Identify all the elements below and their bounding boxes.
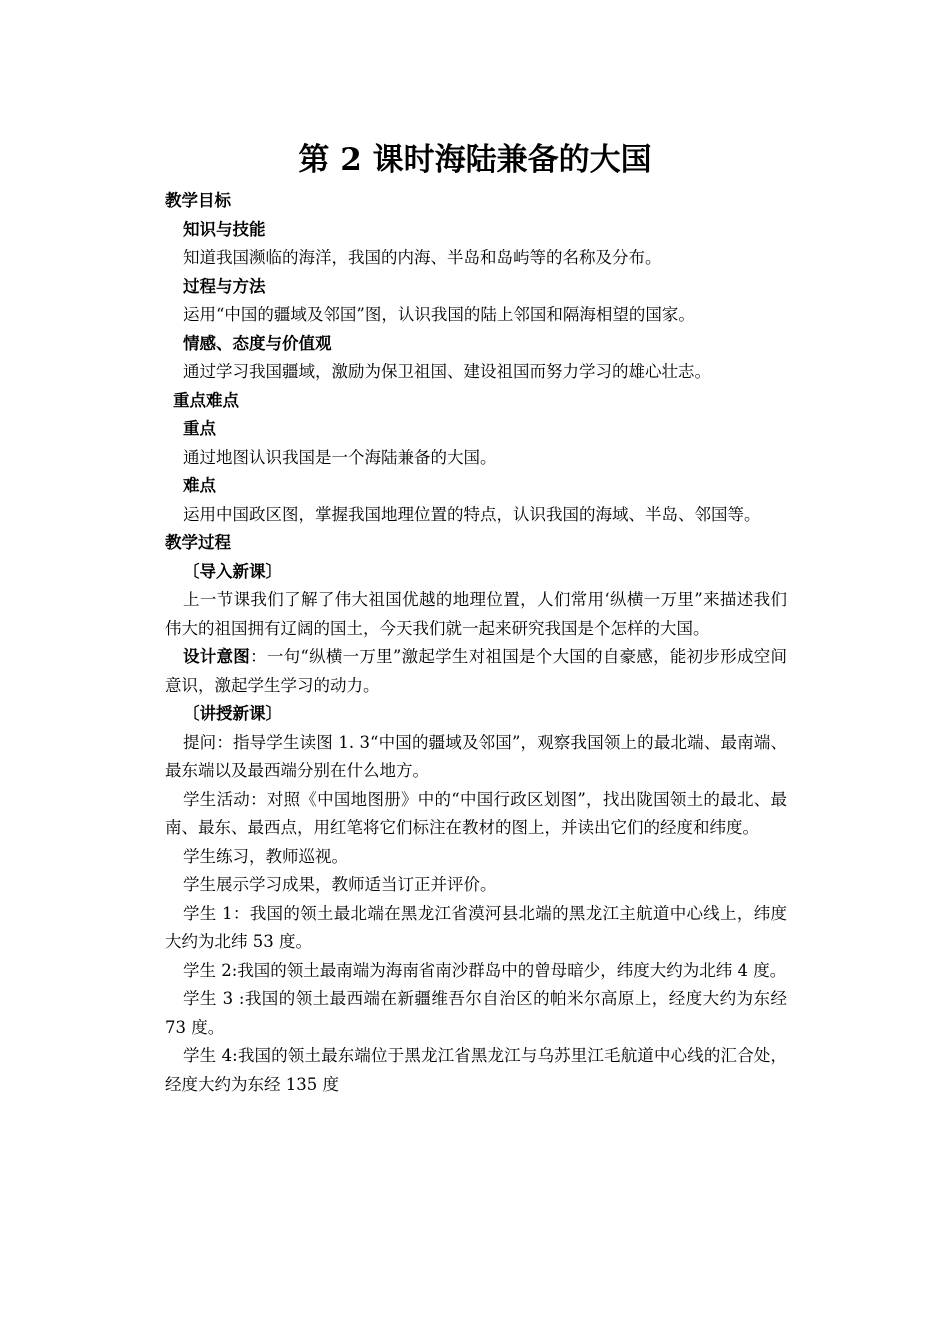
paragraph-student-3: 学生 3 :我国的领土最西端在新疆维吾尔自治区的帕米尔高原上，经度大约为东经 73 度。 [165, 989, 787, 1037]
paragraph-show: 学生展示学习成果，教师适当订正并评价。 [183, 875, 497, 894]
paragraph-difficult: 运用中国政区图，掌握我国地理位置的特点，认识我国的海域、半岛、邻国等。 [183, 504, 761, 524]
document-title: 第 2 课时海陆兼备的大国 [298, 142, 652, 178]
paragraph-key: 通过地图认识我国是一个海陆兼备的大国。 [183, 447, 497, 467]
design-intent-label: 设计意图 [183, 647, 251, 666]
paragraph-design-intent [165, 643, 787, 700]
paragraph-emotion: 通过学习我国疆域，激励为保卫祖国、建设祖国而努力学习的雄心壮志。 [183, 362, 711, 381]
paragraph-knowledge: 知道我国濒临的海洋，我国的内海、半岛和岛屿等的名称及分布。 [183, 248, 662, 267]
subheading-key: 重点 [183, 419, 216, 438]
paragraph-student-4: 学生 4:我国的领土最东端位于黑龙江省黑龙江与乌苏里江毛航道中心线的汇合处，经度大约为东经 135 度 [165, 1046, 787, 1094]
paragraph-student-2: 学生 2:我国的领土最南端为海南省南沙群岛中的曾母暗少，纬度大约为北纬 4 度。 [183, 960, 787, 980]
paragraph-activity: 学生活动：对照《中国地图册》中的“中国行政区划图”，找出陇国领土的最北、最南、最东、最西点，用红笔将它们标注在教材的图上，并读出它们的经度和纬度。 [165, 789, 787, 837]
section-heading-key-points: 重点难点 [173, 390, 239, 410]
subheading-lecture: 〔讲授新课〕 [183, 704, 282, 723]
subheading-emotion: 情感、态度与价值观 [183, 333, 332, 353]
paragraph-process: 运用“中国的疆域及邻国”图，认识我国的陆上邻国和隔海相望的国家。 [183, 305, 695, 324]
paragraph-question: 提问：指导学生读图 1. 3“中国的疆域及邻国”，观察我国领上的最北端、最南端、最东端以及最西端分别在什么地方。 [165, 732, 787, 780]
section-heading-process: 教学过程 [165, 533, 231, 552]
design-intent-text: ：一句“纵横一万里”激起学生对祖国是个大国的自豪感，能初步形成空间意识，激起学生学习的动力。 [165, 647, 788, 695]
paragraph-practice: 学生练习，教师巡视。 [183, 846, 348, 866]
paragraph-intro: 上一节课我们了解了伟大祖国优越的地理位置，人们常用‘纵横一万里”来描述我们伟大的祖国拥有辽阔的国土，今天我们就一起来研究我国是个怎样的大国。 [165, 590, 787, 638]
section-heading-objectives: 教学目标 [165, 191, 231, 210]
subheading-knowledge: 知识与技能 [183, 219, 266, 239]
subheading-intro: 〔导入新课〕 [183, 561, 282, 581]
subheading-process: 过程与方法 [183, 276, 266, 296]
subheading-difficult: 难点 [183, 476, 216, 495]
document-body [165, 187, 787, 1099]
paragraph-student-1: 学生 1：我国的领土最北端在黑龙江省漠河县北端的黑龙江主航道中心线上，纬度大约为北纬 53 度。 [165, 903, 787, 951]
